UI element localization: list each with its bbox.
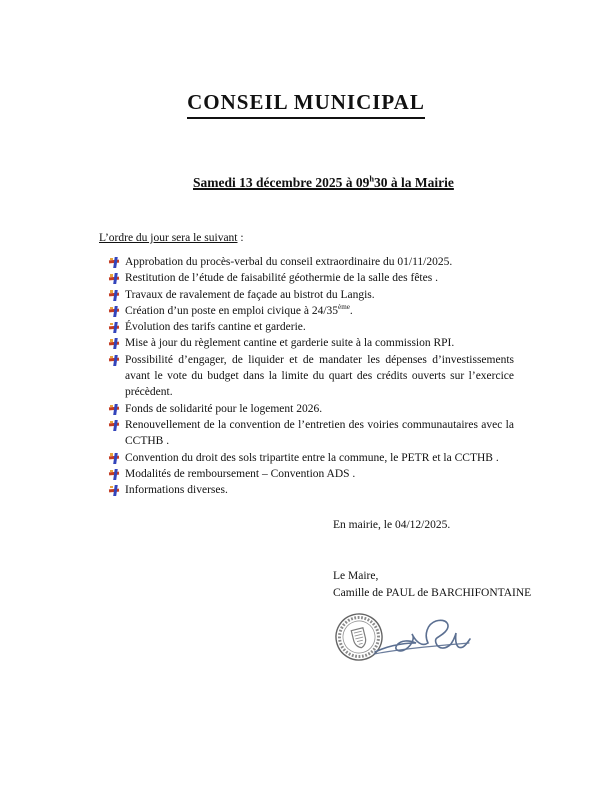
bullet-blue-bar	[113, 453, 117, 464]
agenda-list-item	[108, 450, 514, 466]
agenda-item-text: Création d’un poste en emploi civique à 24/35ème.	[125, 303, 353, 317]
agenda-list-item	[108, 287, 514, 303]
agenda-item-text: Fonds de solidarité pour le logement 2026.	[125, 402, 323, 415]
agenda-item-text: Informations diverses.	[125, 484, 228, 497]
agenda-list-item	[108, 335, 514, 351]
agenda-list-item	[108, 401, 514, 417]
arrow-bullet-icon	[109, 485, 119, 496]
bullet-blue-bar	[113, 338, 117, 349]
arrow-bullet-icon	[109, 322, 119, 333]
arrow-bullet-icon	[109, 306, 119, 317]
arrow-bullet-icon	[109, 355, 119, 366]
bullet-blue-bar	[113, 273, 117, 284]
bullet-blue-bar	[113, 257, 117, 268]
arrow-bullet-icon	[109, 273, 119, 284]
meeting-date-text: Samedi 13 décembre 2025 à 09$^h$30 à la Mairie	[193, 174, 454, 190]
agenda-intro-colon: :	[237, 232, 244, 244]
place-date-line: En mairie, le 04/12/2025.	[333, 519, 451, 531]
page-title-text: CONSEIL MUNICIPAL	[187, 90, 425, 119]
signatory-role: Le Maire,	[333, 570, 379, 582]
agenda-item-text: Restitution de l’étude de faisabilité géothermie de la salle des fêtes .	[125, 272, 438, 285]
mayor-signature-icon	[372, 612, 474, 662]
bullet-blue-bar	[113, 420, 117, 431]
agenda-item-text: Possibilité d’engager, de liquider et de mandater les dépenses d’investissements avant le vote du budget dans la limite du quart des crédits ouverts sur l’exercice précèdent.	[125, 353, 514, 399]
agenda-list	[108, 254, 514, 498]
agenda-item-text: Approbation du procès-verbal du conseil extraordinaire du 01/11/2025.	[125, 256, 453, 268]
signatory-name: Camille de PAUL de BARCHIFONTAINE	[333, 586, 532, 599]
arrow-bullet-icon	[109, 404, 119, 415]
bullet-blue-bar	[113, 469, 117, 480]
agenda-item-text: Modalités de remboursement – Convention ADS .	[125, 467, 356, 480]
agenda-intro-underlined: L’ordre du jour sera le suivant	[99, 232, 238, 244]
page-title	[0, 90, 612, 119]
agenda-list-item	[108, 254, 514, 270]
arrow-bullet-icon	[109, 420, 119, 431]
agenda-item-text: Évolution des tarifs cantine et garderie.	[125, 321, 306, 334]
bullet-blue-bar	[113, 355, 117, 366]
bullet-blue-bar	[113, 322, 117, 333]
arrow-bullet-icon	[109, 338, 119, 349]
bullet-blue-bar	[113, 306, 117, 317]
arrow-bullet-icon	[109, 290, 119, 301]
agenda-item-text: Mise à jour du règlement cantine et garderie suite à la commission RPI.	[125, 337, 455, 350]
agenda-item-text: Convention du droit des sols tripartite entre la commune, le PETR et la CCTHB .	[125, 451, 499, 464]
agenda-list-item	[108, 482, 514, 498]
bullet-blue-bar	[113, 485, 117, 496]
arrow-bullet-icon	[109, 257, 119, 268]
bullet-blue-bar	[113, 404, 117, 415]
agenda-list-item	[108, 352, 514, 401]
signatory-block	[333, 568, 531, 601]
arrow-bullet-icon	[109, 453, 119, 464]
agenda-list-item	[108, 303, 514, 319]
agenda-item-text: Travaux de ravalement de façade au bistrot du Langis.	[125, 288, 375, 301]
agenda-item-text: Renouvellement de la convention de l’entretien des voiries communautaires avec la CCTHB .	[125, 418, 514, 448]
agenda-list-item	[108, 417, 514, 450]
agenda-list-item	[108, 319, 514, 335]
agenda-list-item	[108, 270, 514, 286]
arrow-bullet-icon	[109, 469, 119, 480]
meeting-date-subtitle	[193, 175, 454, 191]
agenda-intro-line	[99, 232, 244, 244]
agenda-list-item	[108, 466, 514, 482]
bullet-blue-bar	[113, 290, 117, 301]
